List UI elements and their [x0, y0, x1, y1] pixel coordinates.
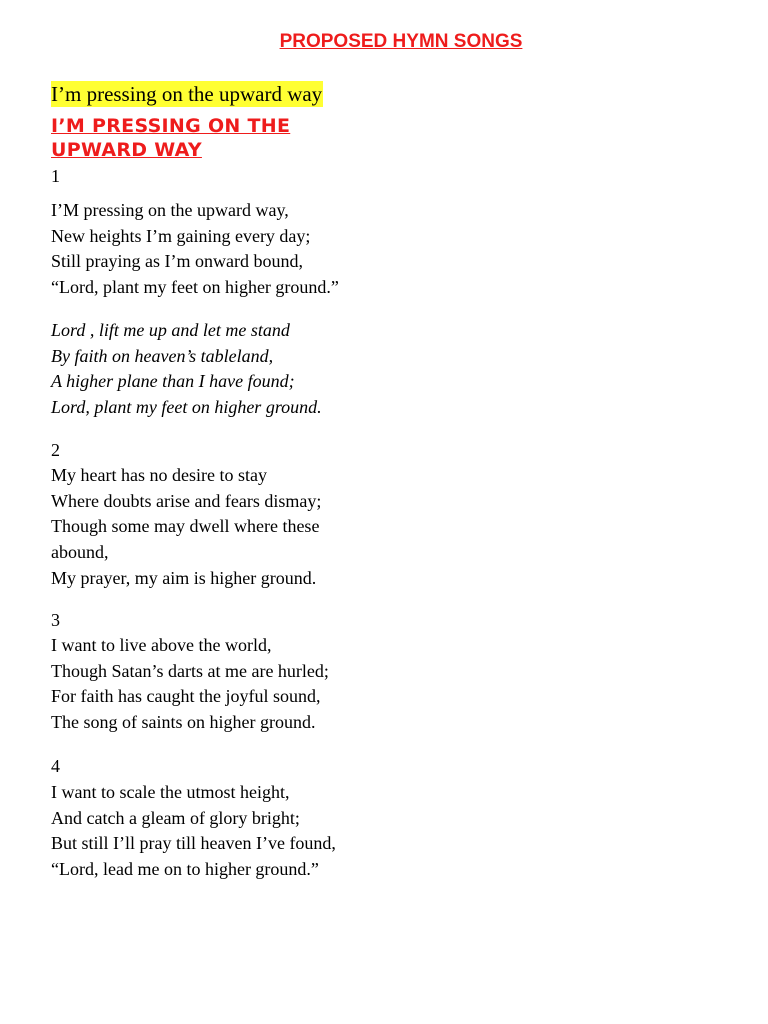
- stanza-line: Still praying as I’m onward bound,: [51, 251, 303, 272]
- highlighted-heading: I’m pressing on the upward way: [51, 82, 323, 106]
- stanza-line: New heights I’m gaining every day;: [51, 225, 311, 246]
- stanza-line: But still I’ll pray till heaven I’ve found,: [51, 833, 336, 854]
- stanza-line: I want to live above the world,: [51, 635, 272, 655]
- stanza-2-number: 2: [51, 440, 60, 460]
- chorus-line: Lord, plant my feet on higher ground.: [51, 397, 322, 418]
- stanza-line: “Lord, lead me on to higher ground.”: [51, 859, 319, 880]
- stanza-line: I want to scale the utmost height,: [51, 782, 290, 802]
- stanza-1-number: 1: [51, 166, 60, 186]
- stanza-line: My prayer, my aim is higher ground.: [51, 567, 317, 588]
- document-title: PROPOSED HYMN SONGS: [279, 31, 523, 52]
- stanza-4-number: 4: [51, 756, 60, 776]
- stanza-4: [51, 780, 336, 883]
- stanza-line: “Lord, plant my feet on higher ground.”: [51, 277, 339, 298]
- stanza-line: I’M pressing on the upward way,: [51, 200, 289, 220]
- chorus: [51, 318, 322, 421]
- stanza-line: The song of saints on higher ground.: [51, 712, 316, 733]
- stanza-line: For faith has caught the joyful sound,: [51, 686, 321, 707]
- stanza-1: [51, 198, 339, 301]
- stanza-3-number: 3: [51, 610, 60, 630]
- stanza-2: [51, 463, 361, 592]
- chorus-line: By faith on heaven’s tableland,: [51, 345, 274, 366]
- chorus-line: Lord , lift me up and let me stand: [51, 320, 290, 340]
- stanza-line: And catch a gleam of glory bright;: [51, 807, 300, 828]
- stanza-line: Where doubts arise and fears dismay;: [51, 490, 322, 511]
- song-title: I’M PRESSING ON THE UPWARD WAY: [51, 115, 291, 161]
- stanza-line: Though Satan’s darts at me are hurled;: [51, 660, 329, 681]
- stanza-line: My heart has no desire to stay: [51, 465, 267, 485]
- chorus-line: A higher plane than I have found;: [51, 371, 295, 392]
- stanza-3: [51, 633, 329, 736]
- stanza-line: Though some may dwell where these abound,: [51, 516, 320, 563]
